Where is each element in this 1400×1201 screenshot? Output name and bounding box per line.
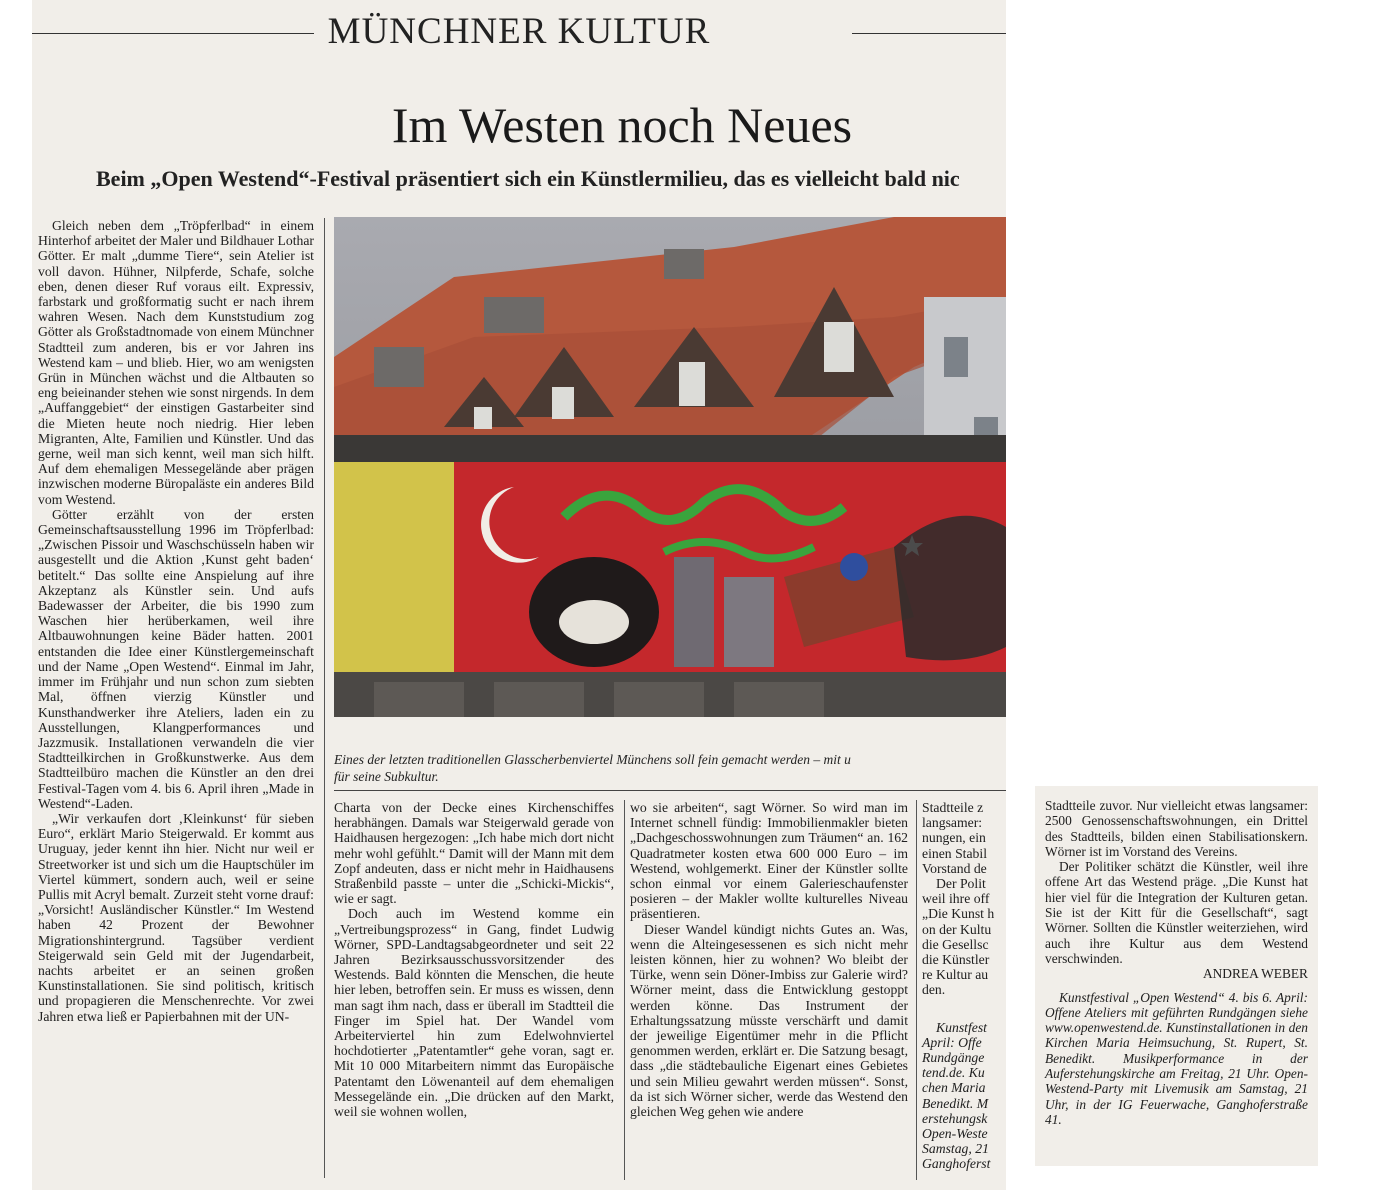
- info-line: Samstag, 21: [922, 1141, 989, 1157]
- caption-rule: [334, 790, 1006, 791]
- article-photo: [334, 217, 1006, 717]
- text-line: „Die Kunst h: [922, 906, 995, 922]
- paragraph: wo sie arbeiten“, sagt Wörner. So wird man im Internet schnell fündig: Immobilienmakler bieten „Dachgeschosswohnungen zum Träumen“ an. 162 Quadratmeter kosten etwa 600 000 Euro – im Westend, wohlgemerkt. Einer der Künstler sollte schon einmal vor einem Galerieschaufenster posieren – der Makler wollte kulturelles Niveau präsentieren.: [630, 800, 908, 922]
- article-column-1: [38, 218, 314, 1178]
- section-title: MÜNCHNER KULTUR: [32, 10, 1006, 53]
- text-line: die Gesellsc: [922, 936, 989, 952]
- text-line: weil ihre off: [922, 891, 990, 907]
- paragraph: Stadtteile zuvor. Nur vielleicht etwas langsamer: 2500 Genossenschaftswohnungen, ein Drittel des Stadtteils, bilden einen Stabilisationskern. Wörner ist im Vorstand des Vereins.: [1045, 798, 1308, 859]
- text-line: Vorstand de: [922, 860, 987, 876]
- info-line: Benedikt. M: [922, 1095, 989, 1111]
- paragraph: Charta von der Decke eines Kirchenschiffes herabhängen. Damals war Steigerwald gerade von Haidhausen hergezogen: „Ich habe mich dort nicht mehr wohl gefühlt.“ Damit will der Mann mit dem Zopf andeuten, dass er nicht mehr in Haidhausens Straßenbild passte – unter die „Schicki-Mickis“, wie er sagt.: [334, 800, 614, 907]
- text-line: Stadtteile z: [922, 800, 984, 815]
- article-column-4: [922, 800, 1006, 1172]
- photo-caption: Eines der letzten traditionellen Glasscherbenviertel Münchens soll fein gemacht werden – mit u für seine Subkultur.: [334, 752, 851, 784]
- column-divider: [916, 800, 917, 1180]
- article-column-3: [630, 800, 908, 1180]
- info-line: Kunstfest: [936, 1019, 987, 1035]
- article-column-2: [334, 800, 614, 1180]
- paragraph: Gleich neben dem „Tröpferlbad“ in einem Hinterhof arbeitet der Maler und Bildhauer Lothar Götter. Er malt „dumme Tiere“, sein Atelier ist voll davon. Hühner, Nilpferde, Schafe, solche eben, denen dieser Ruf voraus eilt. Expressiv, farbstark und großformatig sucht er nach ihrem wahren Wesen. Nach dem Kunststudium zog Götter als Großstadtnomade von einem Münchner Stadtteil zum anderen, bis er vor Jahren ins Westend kam – und blieb. Hier, wo am wenigsten Grün in München wächst und die Altbauten so eng beieinander stehen wie sonst nirgends. In dem „Auffanggebiet“ der einstigen Gastarbeiter sind die Mieten heute noch niedrig. Hier leben Migranten, Alte, Familien und Künstler. Und das gerne, weil man sich kennt, weil man sich hilft. Auf dem ehemaligen Messegelände aber prägen inzwischen moderne Büropaläste ein anderes Bild vom Westend.: [38, 218, 314, 507]
- column-divider: [624, 800, 625, 1180]
- headline: Im Westen noch Neues: [391, 97, 853, 153]
- paragraph: „Wir verkaufen dort ‚Kleinkunst‘ für sieben Euro“, erklärt Mario Steigerwald. Er kommt aus Uruguay, jeder kennt ihn hier. Nicht nur weil er Streetworker ist und sich um die Hauptschüler im Viertel kümmert, sondern auch, weil er seine Pullis mit Acryl bemalt. Zurzeit steht vorne drauf: „Vorsicht! Ausländischer Künstler.“ Im Westend haben 42 Prozent der Bewohner Migrationshintergrund. Tagsüber verdient Steigerwald sein Geld mit der Jugendarbeit, nachts arbeitet er an seinen großen Kunstinstallationen. Sie sind politisch, kritisch und propagieren die Menschenrechte. Vor zwei Jahren etwa ließ er Papierbahnen mit der UN-: [38, 810, 314, 1024]
- text-line: Der Polit: [936, 876, 986, 892]
- subhead: Beim „Open Westend“-Festival präsentiert sich ein Künstlermilieu, das es vielleicht bald nic: [96, 166, 960, 191]
- text-line: re Kultur au: [922, 967, 989, 983]
- paragraph: Doch auch im Westend komme ein „Vertreibungsprozess“ in Gang, findet Ludwig Wörner, SPD-Landtagsabgeordneter und seit 22 Jahren Bezirksausschussvorsitzender des Westends. Bald könnten die Menschen, die heute hier leben, betroffen sein. Er muss es wissen, denn man sagt ihm nach, dass er überall im Stadtteil die Finger im Spiel hat. Der Wandel vom Arbeiterviertel hin zum Edelwohnviertel hochdotierter „Patentamtler“ gehe voran, sagt er. Mit 10 000 Mitarbeitern nimmt das Europäische Patentamt den Löwenanteil auf dem ehemaligen Messegelände ein. „Die drücken auf den Markt, weil sie wohnen wollen,: [334, 906, 614, 1120]
- info-line: Rundgänge: [922, 1050, 985, 1066]
- photo-graffiti-wall: [334, 217, 1006, 717]
- paragraph: Götter erzählt von der ersten Gemeinschaftsausstellung 1996 im Tröpferlbad: „Zwischen Pissoir und Waschschüsseln haben wir ausgestellt und die Aktion ‚Kunst geht baden‘ betitelt.“ Das sollte eine Anspielung auf ihre Akzeptanz als Künstler sein. Und aufs Badewasser der Arbeiter, die bis 1990 zum Waschen hier herüberkamen, weil ihre Altbauwohnungen keine Bäder hatten. 2001 entstanden die Idee einer Künstlergemeinschaft und der Name „Open Westend“. Einmal im Jahr, immer im Frühjahr und nun schon zum siebten Mal, öffnen vierzig Künstler und Kunsthandwerker ihre Ateliers, laden ein zu Ausstellungen, Klangperformances und Jazzmusik. Installationen verwandeln die vier Stadtteilkirchen in Großkunstwerke. Aus dem Stadtteilbüro machen die Künstler an den drei Festival-Tagen vom 4. bis 6. April ihren „Made in Westend“-Laden.: [38, 506, 314, 811]
- info-line: Ganghoferst: [922, 1156, 991, 1172]
- paragraph: Der Politiker schätzt die Künstler, weil ihre offene Art das Westend präge. „Die Kunst hat hier viel für die Integration der Kulturen getan. Sie ist der Kitt für die Gesellschaft“, sagt Wörner. Sollten die Künstler weiterziehen, wird auch ihre Kultur aus dem Westend verschwinden.: [1045, 859, 1308, 966]
- text-line: einen Stabil: [922, 845, 988, 861]
- paragraph: Dieser Wandel kündigt nichts Gutes an. Was, wenn die Alteingesessenen es sich nicht mehr leisten können, hier zu wohnen? Wo bleibt der Türke, wenn sein Döner-Imbiss zur Galerie wird? Wörner meint, dass die Entwicklung gestoppt werden könne. Das Instrument der Erhaltungssatzung müsste verschärft und damit der jeweilige Eigentümer mehr in die Pflicht genommen werden, erklärt er. Die Satzung besagt, dass „die städtebauliche Eigenart eines Gebietes und sein Milieu gewahrt werden müssen“. Sonst, da ist sich Wörner sicher, werde das Westend den gleichen Weg gehen wie andere: [630, 921, 908, 1120]
- info-line: Open-Weste: [922, 1126, 988, 1142]
- info-line: tend.de. Ku: [922, 1065, 985, 1081]
- text-line: nungen, ein: [922, 830, 986, 846]
- festival-info: Kunstfestival „Open Westend“ 4. bis 6. April: Offene Ateliers mit geführten Rundgängen siehe www.openwestend.de. Kunstinstallationen in den Kirchen Maria Heimsuchung, St. Rupert, St. Benedikt. Musikperformance in der Auferstehungskirche am Freitag, 21 Uhr. Open-Westend-Party mit Livemusik am Samstag, 21 Uhr, in der IG Feuerwache, Ganghoferstraße 41.: [1045, 989, 1308, 1127]
- text-line: langsamer:: [922, 815, 983, 831]
- continuation-column: [1045, 798, 1308, 1127]
- text-line: die Künstler: [922, 952, 990, 968]
- newspaper-clipping: [32, 0, 1006, 1190]
- text-line: on der Kultu: [922, 921, 992, 937]
- column-divider: [324, 218, 325, 1178]
- info-line: April: Offe: [922, 1034, 982, 1050]
- info-line: erstehungsk: [922, 1110, 988, 1126]
- text-line: den.: [922, 982, 946, 998]
- author-byline: ANDREA WEBER: [1202, 966, 1308, 982]
- continuation-clipping: [1035, 786, 1318, 1166]
- info-line: chen Maria: [922, 1080, 986, 1096]
